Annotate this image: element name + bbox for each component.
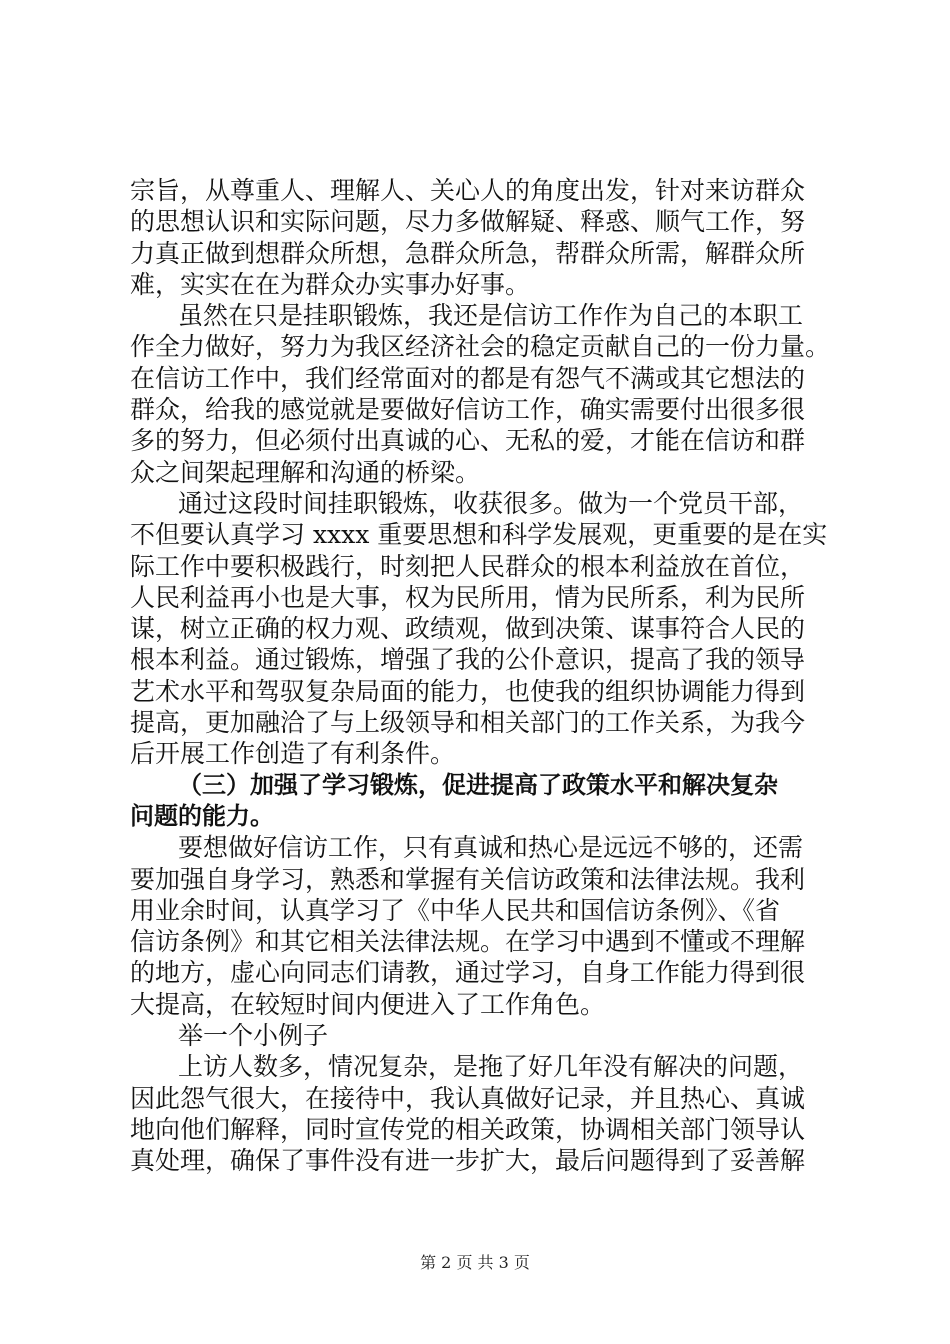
section-heading: （三）加强了学习锻炼，促进提高了政策水平和解决复杂 [178,770,778,799]
paragraph-first-line: 上访人数多，情况复杂，是拖了好几年没有解决的问题， [178,1052,804,1082]
text-line: 信访条例》和其它相关法律法规。在学习中遇到不懂或不理解 [130,927,806,957]
paragraph-first-line: 要想做好信访工作，只有真诚和热心是远远不够的，还需 [178,833,804,863]
text-line: 大提高，在较短时间内便进入了工作角色。 [130,989,606,1019]
text-line: 地向他们解释，同时宣传党的相关政策，协调相关部门领导认 [130,1114,806,1144]
text-line: 用业余时间，认真学习了《中华人民共和国信访条例》、《省 [130,895,781,925]
text-line: 作全力做好，努力为我区经济社会的稳定贡献自己的一份力量。 [130,332,831,362]
section-heading: 问题的能力。 [130,801,274,830]
document-body [130,175,830,1177]
text-line: 的思想认识和实际问题，尽力多做解疑、释惑、顺气工作，努 [130,207,806,237]
text-line: 力真正做到想群众所想，急群众所急，帮群众所需，解群众所 [130,238,806,268]
text-line: 在信访工作中，我们经常面对的都是有怨气不满或其它想法的 [130,363,806,393]
text-line: 宗旨，从尊重人、理解人、关心人的角度出发，针对来访群众 [130,176,806,205]
text-line: 真处理，确保了事件没有进一步扩大，最后问题得到了妥善解 [130,1146,806,1176]
paragraph-first-line: 通过这段时间挂职锻炼，收获很多。做为一个党员干部， [178,488,804,518]
text-line: 难，实实在在为群众办实事办好事。 [130,269,531,299]
page-footer [0,1253,950,1273]
text-line: 艺术水平和驾驭复杂局面的能力，也使我的组织协调能力得到 [130,676,806,706]
text-line: 根本利益。通过锻炼，增强了我的公仆意识，提高了我的领导 [130,645,806,675]
text-line: 因此怨气很大，在接待中，我认真做好记录，并且热心、真诚 [130,1083,806,1113]
text-line: 人民利益再小也是大事，权为民所用，情为民所系，利为民所 [130,582,806,612]
text-line: 谋，树立正确的权力观、政绩观，做到决策、谋事符合人民的 [130,614,806,644]
text-line: 众之间架起理解和沟通的桥梁。 [130,457,481,487]
text-line: 的地方，虚心向同志们请教，通过学习，自身工作能力得到很 [130,958,806,988]
paragraph-first-line: 虽然在只是挂职锻炼，我还是信访工作作为自己的本职工 [178,301,804,331]
text-line: 要加强自身学习，熟悉和掌握有关信访政策和法律法规。我利 [130,864,806,894]
text-line: 际工作中要积极践行，时刻把人民群众的根本利益放在首位， [130,551,806,581]
paragraph-first-line: 举一个小例子 [178,1021,329,1051]
text-line: 提高，更加融洽了与上级领导和相关部门的工作关系，为我今 [130,708,806,738]
text-line: 不但要认真学习 xxxx 重要思想和科学发展观，更重要的是在实 [130,520,828,550]
page-number: 第 2 页 共 3 页 [420,1253,530,1272]
text-line: 多的努力，但必须付出真诚的心、无私的爱，才能在信访和群 [130,426,806,456]
text-line: 后开展工作创造了有利条件。 [130,739,456,769]
text-line: 群众，给我的感觉就是要做好信访工作，确实需要付出很多很 [130,395,806,425]
